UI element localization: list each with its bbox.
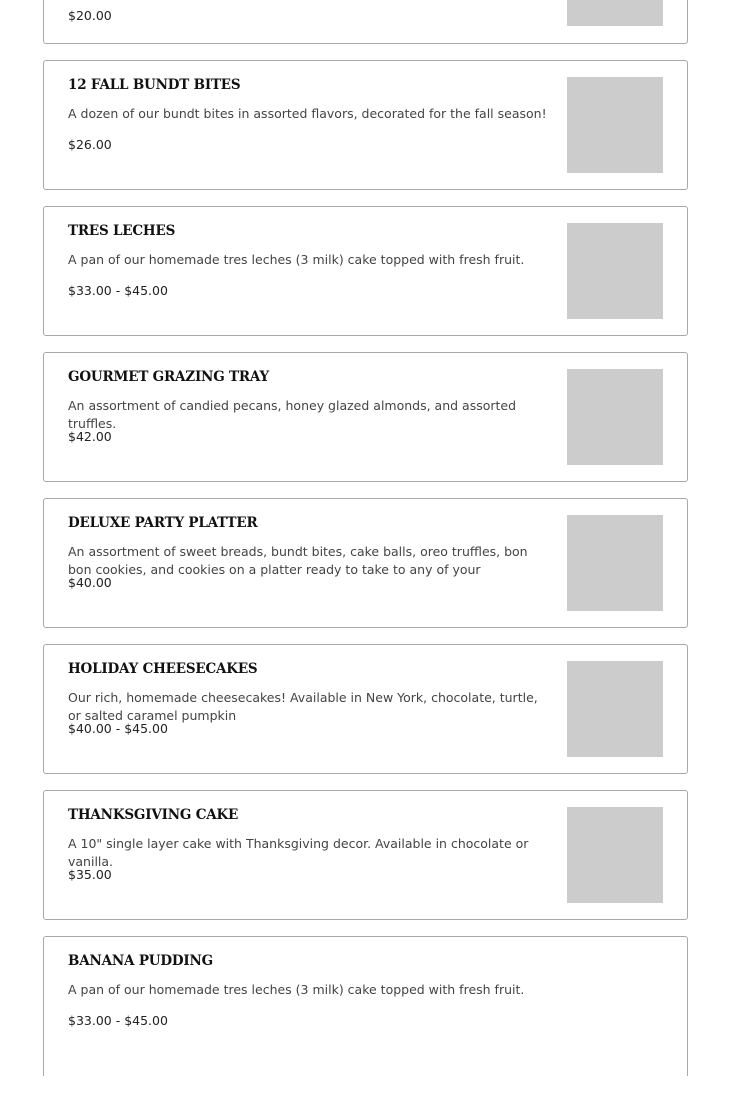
menu-item-description: A pan of our homemade tres leches (3 milk) cake topped with fresh fruit. xyxy=(68,252,525,267)
menu-item-image[interactable] xyxy=(567,515,663,611)
menu-item-list xyxy=(43,0,688,1092)
menu-item-card[interactable] xyxy=(43,936,688,1076)
menu-item-price: $35.00 xyxy=(68,867,112,882)
menu-item-description: An assortment of candied pecans, honey glazed almonds, and assorted truffles. xyxy=(68,398,517,431)
menu-item-card[interactable] xyxy=(43,0,688,44)
menu-item-title[interactable]: BANANA PUDDING xyxy=(68,953,213,969)
menu-item-price: $33.00 - $45.00 xyxy=(68,1013,168,1028)
menu-item-title[interactable]: THANKSGIVING CAKE xyxy=(68,807,239,823)
menu-item-title[interactable]: TRES LECHES xyxy=(68,223,176,239)
menu-item-title[interactable]: 12 FALL BUNDT BITES xyxy=(68,77,241,93)
menu-item-image[interactable] xyxy=(567,0,663,26)
menu-item-description: An assortment of sweet breads, bundt bites, cake balls, oreo truffles, bon bon cookies, and cookies on a platter ready to take to any of your xyxy=(68,544,528,577)
menu-item-description: A pan of our homemade tres leches (3 milk) cake topped with fresh fruit. xyxy=(68,982,525,997)
menu-item-image[interactable] xyxy=(567,661,663,757)
menu-item-card[interactable] xyxy=(43,206,688,336)
menu-item-image[interactable] xyxy=(567,369,663,465)
menu-item-price: $40.00 xyxy=(68,575,112,590)
menu-item-description: A dozen of our bundt bites in assorted flavors, decorated for the fall season! xyxy=(68,106,547,121)
menu-item-title[interactable]: GOURMET GRAZING TRAY xyxy=(68,369,269,385)
menu-item-image[interactable] xyxy=(567,77,663,173)
menu-item-price: $42.00 xyxy=(68,429,112,444)
menu-item-price: $33.00 - $45.00 xyxy=(68,283,168,298)
menu-item-card[interactable] xyxy=(43,352,688,482)
menu-item-title[interactable]: DELUXE PARTY PLATTER xyxy=(68,515,258,531)
menu-item-card[interactable] xyxy=(43,644,688,774)
menu-item-description: A 10" single layer cake with Thanksgiving decor. Available in chocolate or vanilla. xyxy=(68,836,529,869)
menu-item-price: $40.00 - $45.00 xyxy=(68,721,168,736)
menu-item-price: $20.00 xyxy=(68,8,112,23)
menu-item-price: $26.00 xyxy=(68,137,112,152)
menu-item-image[interactable] xyxy=(567,223,663,319)
menu-item-card[interactable] xyxy=(43,60,688,190)
menu-item-image[interactable] xyxy=(567,807,663,903)
menu-item-description xyxy=(68,0,552,3)
menu-item-description: Our rich, homemade cheesecakes! Available in New York, chocolate, turtle, or salted caramel pumpkin xyxy=(68,690,538,723)
menu-item-card[interactable] xyxy=(43,790,688,920)
menu-item-card[interactable] xyxy=(43,498,688,628)
menu-item-title[interactable]: HOLIDAY CHEESECAKES xyxy=(68,661,258,677)
